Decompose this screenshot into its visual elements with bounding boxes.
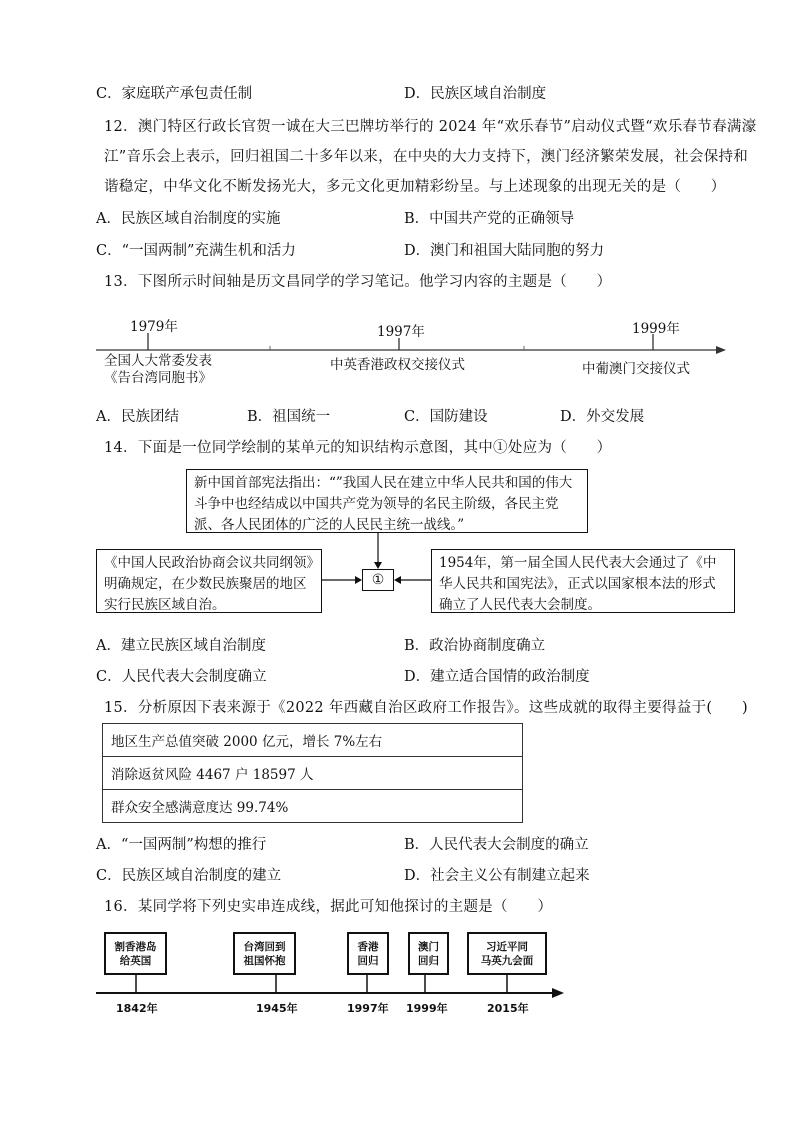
q15-row-safety: 群众安全感满意度达 99.74% bbox=[103, 790, 523, 823]
q13-option-a: A．民族团结 bbox=[96, 409, 179, 425]
q16-year-1945: 1945年 bbox=[256, 1002, 298, 1015]
q13-year-1979: 1979年 bbox=[130, 319, 178, 335]
q16-year-1997: 1997年 bbox=[347, 1002, 389, 1015]
q13-stem: 13．下图所示时间轴是历文昌同学的学习笔记。他学习内容的主题是（ ） bbox=[104, 274, 612, 290]
q14-box-blank: ① bbox=[362, 569, 394, 591]
q16-event-1999: 澳门 回归 bbox=[408, 932, 449, 975]
q16-year-2015: 2015年 bbox=[487, 1002, 529, 1015]
q12-option-a: A．民族区域自治制度的实施 bbox=[96, 211, 281, 227]
q13-timeline-arrow bbox=[716, 346, 726, 354]
q11-option-d: D．民族区域自治制度 bbox=[404, 86, 547, 102]
q13-option-d: D．外交发展 bbox=[560, 409, 645, 425]
q12-option-b: B．中国共产党的正确领导 bbox=[404, 211, 575, 227]
q14-option-c: C．人民代表大会制度确立 bbox=[96, 669, 267, 685]
table-row bbox=[103, 724, 523, 757]
q16-year-1999: 1999年 bbox=[406, 1002, 448, 1015]
q13-option-b: B．祖国统一 bbox=[247, 409, 331, 425]
q16-event-1945: 台湾回到 祖国怀抱 bbox=[233, 932, 296, 975]
q13-event-1997: 中英香港政权交接仪式 bbox=[330, 357, 465, 373]
q12-stem-line3: 谐稳定，中华文化不断发扬光大，多元文化更加精彩纷呈。与上述现象的出现无关的是（ ） bbox=[104, 179, 726, 195]
q16-event-2015: 习近平同 马英九会面 bbox=[467, 932, 547, 975]
q13-option-c: C．国防建设 bbox=[404, 409, 488, 425]
q15-stem: 15．分析原因下表来源于《2022 年西藏自治区政府工作报告》。这些成就的取得主要得益于( ) bbox=[104, 700, 748, 716]
q16-stem: 16．某同学将下列史实串连成线，据此可知他探讨的主题是（ ） bbox=[104, 899, 553, 915]
q16-event-1997: 香港 回归 bbox=[347, 932, 389, 975]
q12-option-c: C．“一国两制”充满生机和活力 bbox=[96, 243, 296, 259]
q13-event-1999: 中葡澳门交接仪式 bbox=[582, 361, 690, 377]
q15-option-c: C．民族区域自治制度的建立 bbox=[96, 868, 282, 884]
q12-option-d: D．澳门和祖国大陆同胞的努力 bbox=[404, 243, 605, 259]
q13-year-1997: 1997年 bbox=[377, 324, 425, 340]
q15-option-d: D．社会主义公有制建立起来 bbox=[404, 868, 590, 884]
q16-year-1842: 1842年 bbox=[116, 1002, 158, 1015]
q13-year-1999: 1999年 bbox=[632, 321, 680, 337]
q14-option-d: D．建立适合国情的政治制度 bbox=[404, 669, 590, 685]
table-row bbox=[103, 757, 523, 790]
q14-arrow-down-head bbox=[374, 562, 382, 569]
q14-arrow-right-head bbox=[355, 576, 362, 584]
q14-box-constitution: 新中国首部宪法指出：“”我国人民在建立中华人民共和国的伟大斗争中也经结成以中国共产党为领导的名民主阶级，各民主党派、各人民团体的广泛的人民民主统一战线。” bbox=[186, 469, 588, 533]
q15-table bbox=[102, 723, 523, 823]
q16-timeline-arrow bbox=[552, 988, 564, 998]
q15-row-gdp: 地区生产总值突破 2000 亿元，增长 7%左右 bbox=[103, 724, 523, 757]
q15-option-a: A．“一国两制”构想的推行 bbox=[96, 837, 267, 853]
q14-arrow-left-head bbox=[394, 576, 401, 584]
q15-row-poverty: 消除返贫风险 4467 户 18597 人 bbox=[103, 757, 523, 790]
q11-option-c: C．家庭联产承包责任制 bbox=[96, 86, 253, 102]
q14-box-common-program: 《中国人民政治协商会议共同纲领》明确规定，在少数民族聚居的地区实行民族区域自治。 bbox=[96, 549, 322, 613]
q14-box-1954-constitution: 1954年，第一届全国人民代表大会通过了《中华人民共和国宪法》，正式以国家根本法的形式确立了人民代表大会制度。 bbox=[431, 549, 735, 613]
table-row bbox=[103, 790, 523, 823]
q12-stem-line2: 江”音乐会上表示，回归祖国二十多年以来，在中央的大力支持下，澳门经济繁荣发展，社会保持和 bbox=[104, 149, 749, 165]
q14-option-b: B．政治协商制度确立 bbox=[404, 638, 546, 654]
q14-option-a: A．建立民族区域自治制度 bbox=[96, 638, 266, 654]
q16-event-1842: 割香港岛 给英国 bbox=[104, 932, 167, 975]
q15-option-b: B．人民代表大会制度的确立 bbox=[404, 837, 589, 853]
q14-stem: 14．下面是一位同学绘制的某单元的知识结构示意图，其中①处应为（ ） bbox=[104, 440, 612, 456]
q12-stem-line1: 12．澳门特区行政长官贺一诚在大三巴牌坊举行的 2024 年“欢乐春节”启动仪式暨“欢乐春节春满濠 bbox=[104, 119, 757, 135]
q13-event-1979: 全国人大常委发表 《告台湾同胞书》 bbox=[104, 353, 212, 386]
